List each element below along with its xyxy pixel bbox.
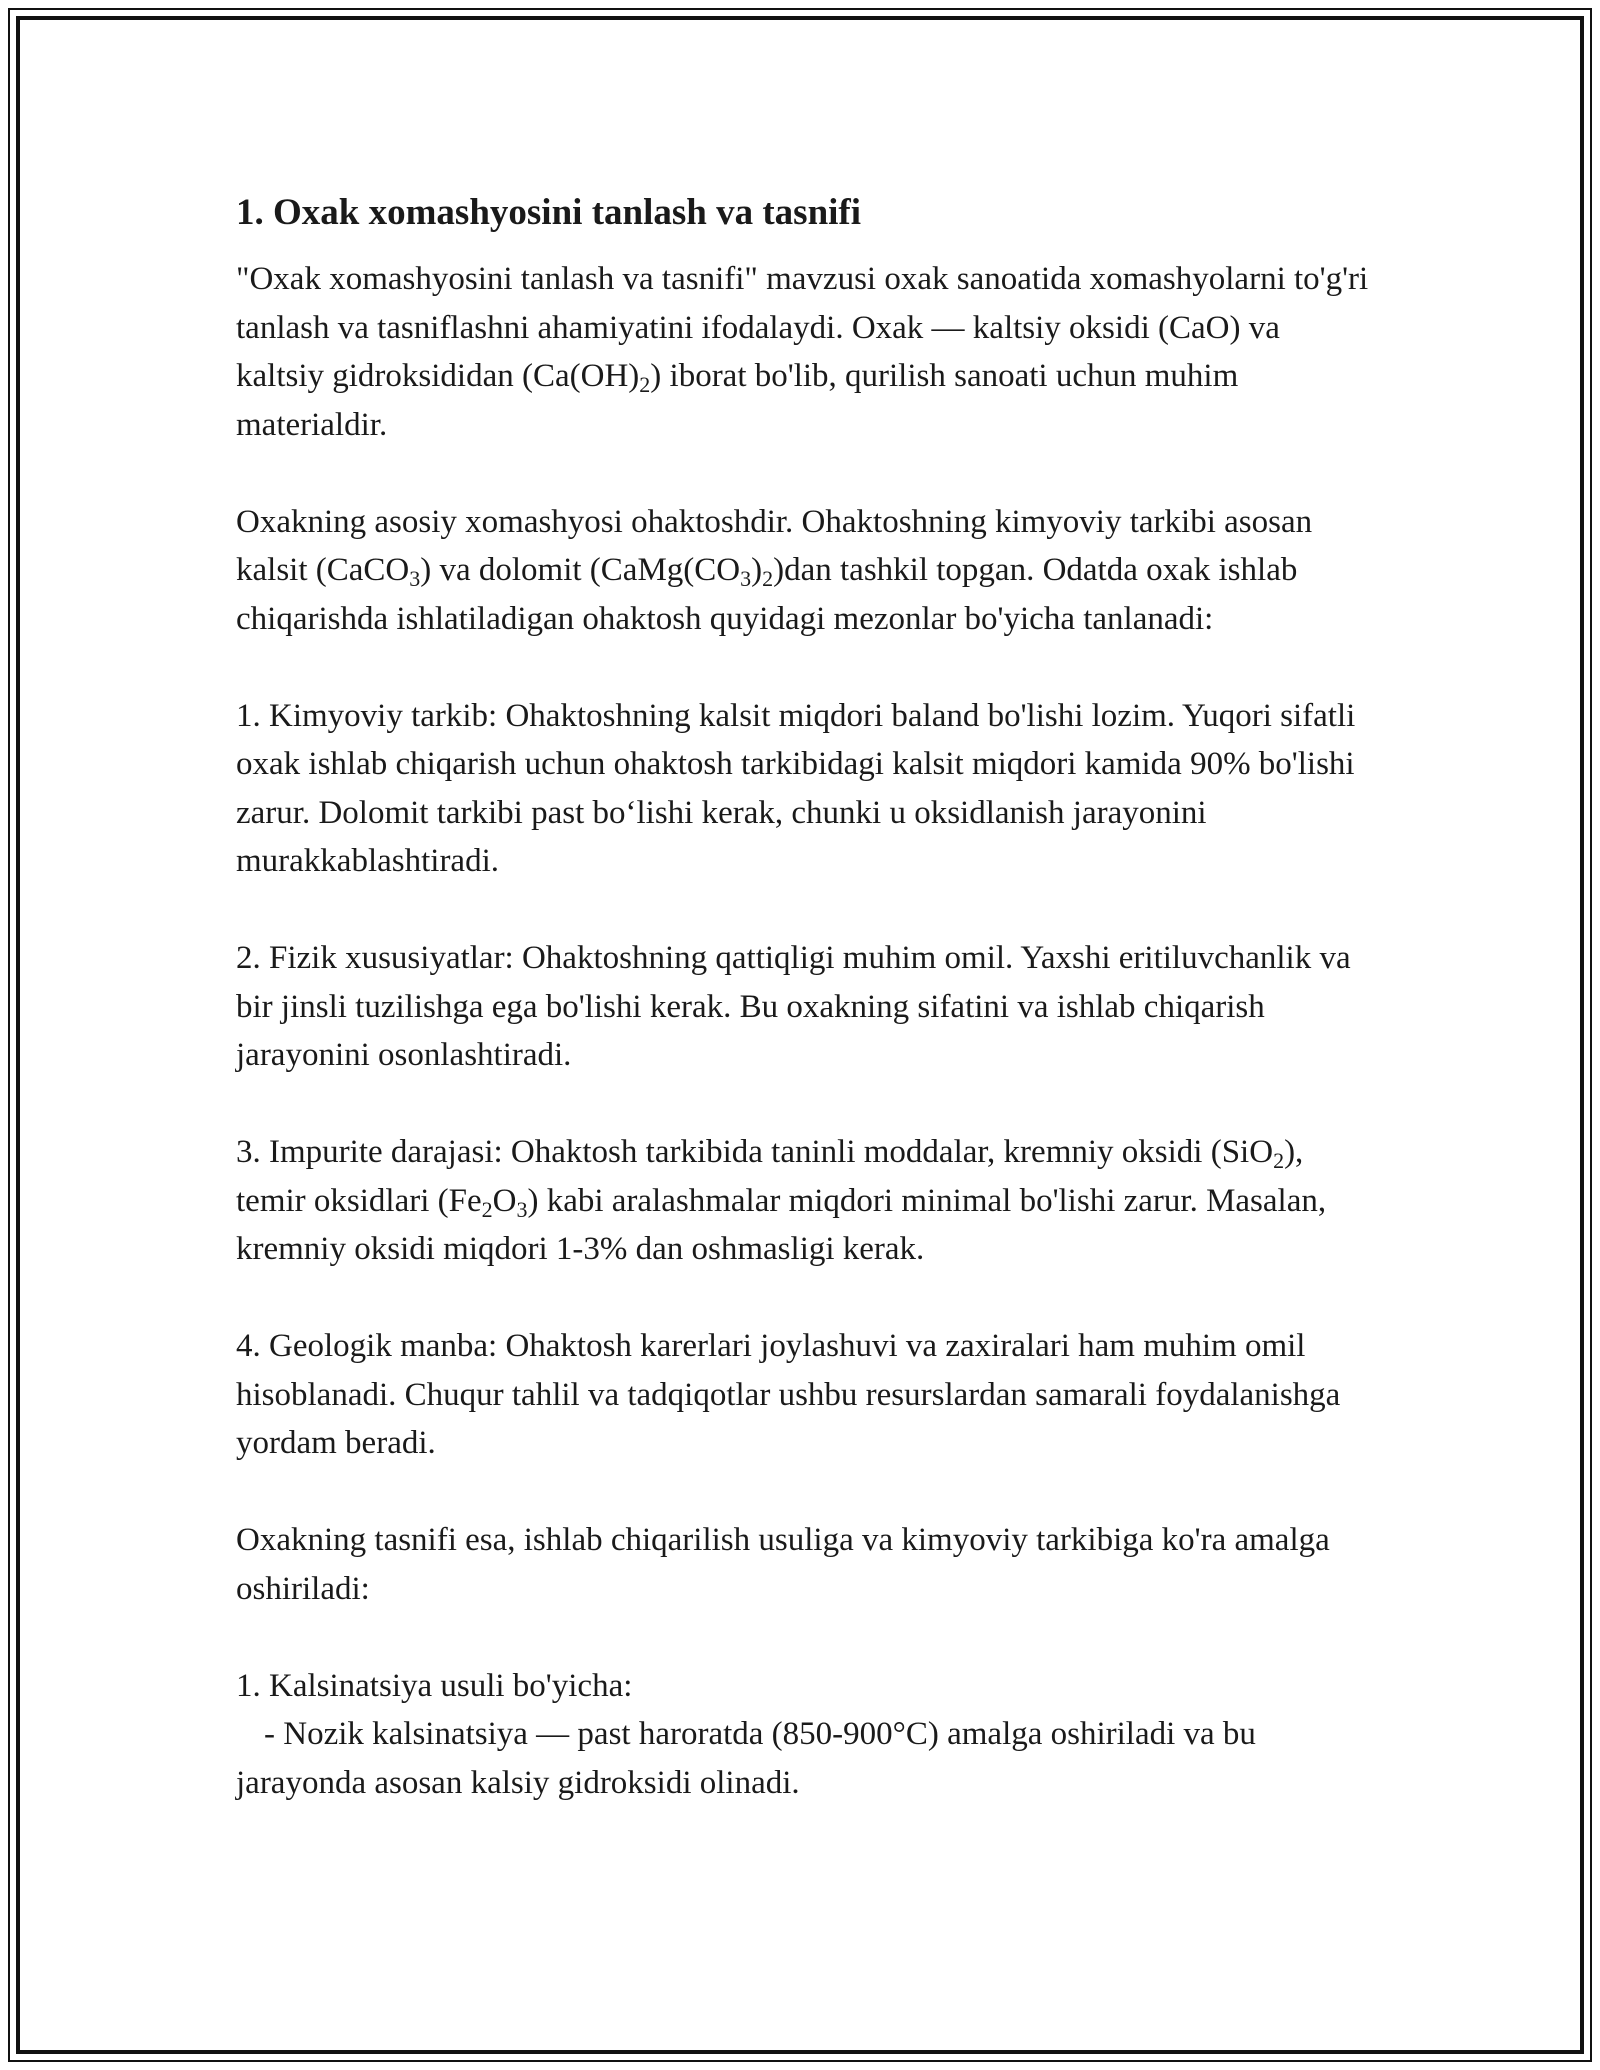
document-body xyxy=(236,188,1376,1807)
paragraph-intro: "Oxak xomashyosini tanlash va tasnifi" mavzusi oxak sanoatida xomashyolarni to'g'ri tanlash va tasniflashni ahamiyatini ifodalaydi. Oxak — kaltsiy oksidi (CaO) va kaltsiy gidroksididan $(Ca(OH)_2)$ iborat bo'lib, qurilish sanoati uchun muhim materialdir. xyxy=(236,261,1369,443)
paragraph-criterion-physical: 2. Fizik xususiyatlar: Ohaktoshning qattiqligi muhim omil. Yaxshi eritiluvchanlik va bir jinsli tuzilishga ega bo'lishi kerak. Bu oxakning sifatini va ishlab chiqarish jarayonini osonlashtiradi. xyxy=(236,940,1351,1073)
section-heading: 1. Oxak xomashyosini tanlash va tasnifi xyxy=(236,192,862,233)
paragraph-calcination xyxy=(236,1662,1376,1808)
calcination-item: - Nozik kalsinatsiya — past haroratda (850-900°C) amalga oshiriladi va bu jarayonda asosan kalsiy gidroksidi olinadi. xyxy=(236,1716,1256,1801)
paragraph-classification-intro: Oxakning tasnifi esa, ishlab chiqarilish usuliga va kimyoviy tarkibiga ko'ra amalga oshiriladi: xyxy=(236,1522,1330,1607)
paragraph-raw-material: Oxakning asosiy xomashyosi ohaktoshdir. Ohaktoshning kimyoviy tarkibi asosan kalsit (CaCO$_3$) va dolomit $(CaMg(CO_3)_2)dan$ tashkil topgan. Odatda oxak ishlab chiqarishda ishlatiladigan ohaktosh quyidagi mezonlar bo'yicha tanlanadi: xyxy=(236,503,1313,637)
paragraph-criterion-chemical: 1. Kimyoviy tarkib: Ohaktoshning kalsit miqdori baland bo'lishi lozim. Yuqori sifatli oxak ishlab chiqarish uchun ohaktosh tarkibidagi kalsit miqdori kamida 90% bo'lishi zarur. Dolomit tarkibi past bo‘lishi kerak, chunki u oksidlanish jarayonini murakkablashtiradi. xyxy=(236,697,1356,879)
paragraph-criterion-geology: 4. Geologik manba: Ohaktosh karerlari joylashuvi va zaxiralari ham muhim omil hisoblanadi. Chuqur tahlil va tadqiqotlar ushbu resurslardan samarali foydalanishga yordam beradi. xyxy=(236,1328,1341,1461)
calcination-heading: 1. Kalsinatsiya usuli bo'yicha: xyxy=(236,1667,633,1704)
paragraph-criterion-impurity: 3. Impurite darajasi: Ohaktosh tarkibida taninli moddalar, kremniy oksidi (SiO$_2$), temir oksidlari $(Fe_2O_3)$ kabi aralashmalar miqdori minimal bo'lishi zarur. Masalan, kremniy oksidi miqdori 1-3% dan oshmasligi kerak. xyxy=(236,1134,1327,1267)
